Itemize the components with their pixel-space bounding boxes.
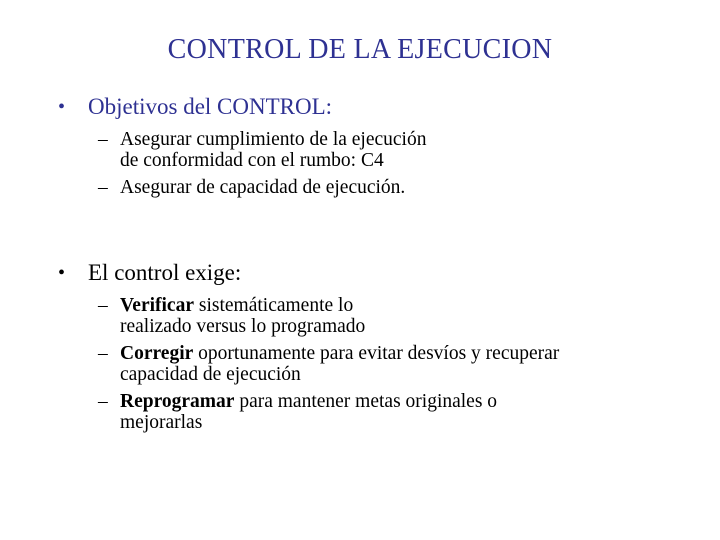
dash-marker: – (98, 295, 108, 316)
sub-item-text: para mantener metas originales o (234, 391, 498, 412)
bullet-marker: • (58, 262, 66, 284)
sub-item-line (120, 391, 698, 412)
dash-marker: – (98, 391, 108, 412)
dash-marker: – (98, 177, 108, 198)
sub-item-line: Asegurar cumplimiento de la ejecución (120, 129, 427, 150)
sub-item-line (120, 295, 698, 316)
bullet-heading (58, 259, 698, 287)
slide-title: CONTROL DE LA EJECUCION (167, 34, 553, 65)
bullet-objetivos (58, 93, 698, 204)
sub-item (58, 177, 698, 198)
bold-keyword: Reprogramar (120, 391, 235, 412)
bullet-heading-text: El control exige: (88, 260, 242, 285)
bullet-heading (58, 93, 698, 121)
sub-item-line (120, 343, 698, 364)
sub-item-text: sistemáticamente lo (194, 295, 354, 316)
dash-marker: – (98, 343, 108, 364)
sub-item-line: Asegurar de capacidad de ejecución. (120, 177, 406, 198)
sub-item-line: de conformidad con el rumbo: C4 (120, 150, 384, 171)
sub-item-line: mejorarlas (120, 412, 203, 433)
sub-item (58, 343, 698, 385)
bullet-marker: • (58, 96, 66, 118)
sub-list (58, 129, 698, 198)
sub-item-line: realizado versus lo programado (120, 316, 366, 337)
sub-item (58, 391, 698, 433)
bullet-heading-text: Objetivos del CONTROL: (88, 94, 333, 119)
bullet-control-exige (58, 259, 698, 439)
bold-keyword: Verificar (120, 295, 194, 316)
sub-item (58, 295, 698, 337)
sub-item (58, 129, 698, 171)
sub-list (58, 295, 698, 433)
sub-item-text: oportunamente para evitar desvíos y recuperar (193, 343, 560, 364)
dash-marker: – (98, 129, 108, 150)
sub-item-line: capacidad de ejecución (120, 364, 301, 385)
bold-keyword: Corregir (120, 343, 194, 364)
